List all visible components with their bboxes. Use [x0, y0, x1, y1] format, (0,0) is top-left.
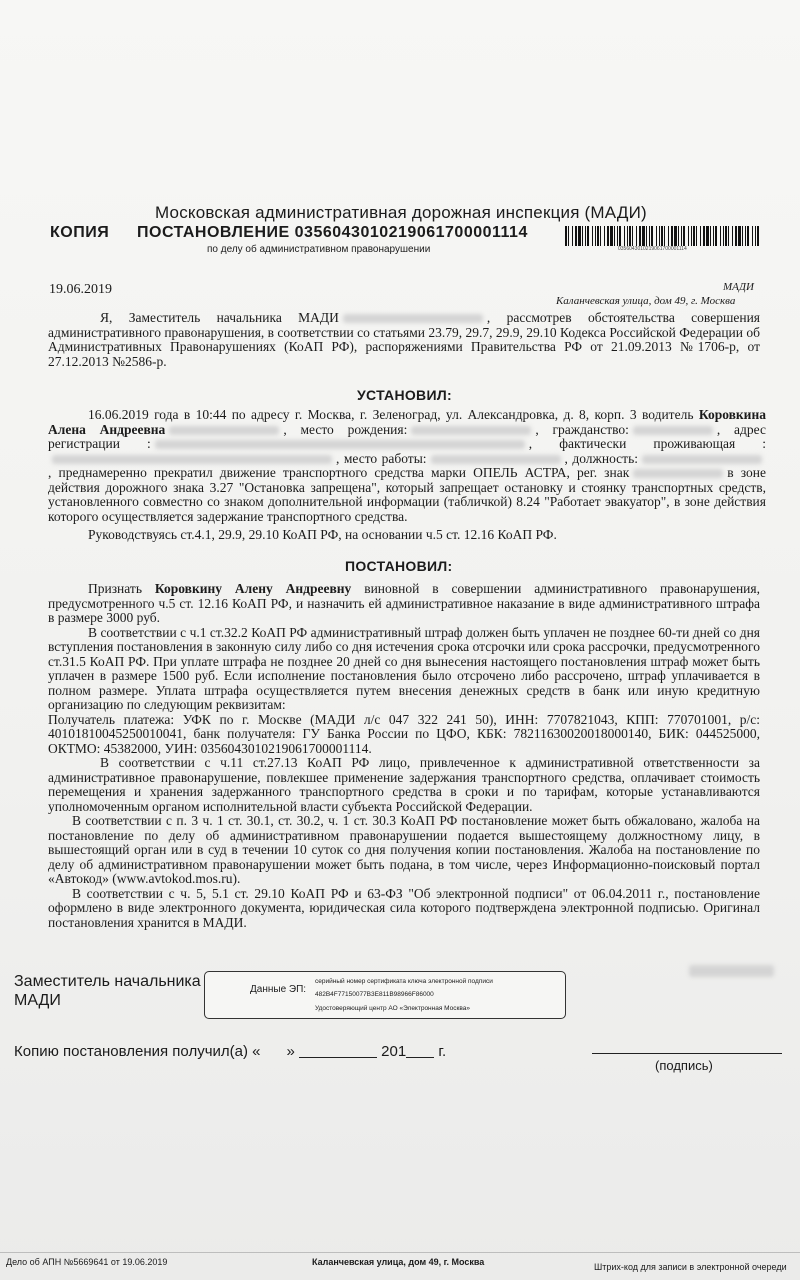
- barcode-bar: [700, 226, 701, 246]
- redacted-plate: [633, 469, 723, 478]
- decision-p6: В соответствии с ч. 5, 5.1 ст. 29.10 КоАП РФ и 63-ФЗ "Об электронной подписи" от 06.04.2011 г., постановление оформлено в виде электронного документа, юридическая сила которого подтверждена электронной подписью. Оригинал постановления хранится в МАДИ.: [48, 885, 760, 930]
- barcode-bar: [710, 226, 711, 246]
- barcode-bar: [693, 226, 695, 246]
- barcode-bar: [624, 226, 625, 246]
- guided-paragraph: Руководствуясь ст.4.1, 29.9, 29.10 КоАП РФ, на основании ч.5 ст. 12.16 КоАП РФ.: [88, 527, 557, 542]
- issuing-org-address: Каланчевская улица, дом 49, г. Москва: [556, 295, 736, 307]
- barcode-bar: [578, 226, 581, 246]
- found-text-4: , адрес регистрации :: [48, 421, 766, 451]
- certificate-serial: 482B4F77150077B3E811B98966F86000: [315, 991, 434, 998]
- barcode-bar: [720, 226, 721, 246]
- barcode-bar: [725, 226, 727, 246]
- barcode-bar: [661, 226, 663, 246]
- document-date: 19.06.2019: [49, 282, 112, 297]
- redacted-field: [431, 455, 561, 464]
- decision-heading: ПОСТАНОВИЛ:: [345, 558, 453, 574]
- certificate-caption: серийный номер сертификата ключа электронной подписи: [315, 978, 493, 985]
- resolution-title: ПОСТАНОВЛЕНИЕ 0356043010219061700001114: [137, 224, 528, 241]
- barcode-bar: [629, 226, 631, 246]
- redacted-signatory-name: [689, 965, 774, 977]
- found-text-9: в зоне действия дорожного знака 3.27 "Остановка запрещена", который запрещает остановку и стоянку транспортных средств, установленного совместно со знаком дополнительной информации (табличкой) 8.24 "Работает эвакуатор", в зоне действия которого осуществляется задержание транспортного средства.: [48, 465, 766, 524]
- resolution-subtitle: по делу об административном правонарушении: [207, 244, 431, 255]
- issuing-org: МАДИ: [723, 281, 754, 293]
- barcode-bar: [696, 226, 697, 246]
- barcode-bar: [688, 226, 689, 246]
- redacted-name: [343, 314, 483, 323]
- barcode-bar: [723, 226, 724, 246]
- barcode-bar: [565, 226, 567, 246]
- barcode-bar: [745, 226, 746, 246]
- barcode-bar: [668, 226, 669, 246]
- found-text-2: , место рождения:: [283, 421, 408, 437]
- barcode-number: 0356043010219061700001114: [618, 246, 687, 252]
- barcode-bar: [595, 226, 596, 246]
- barcode-bar: [747, 226, 749, 246]
- barcode-bar: [642, 226, 645, 246]
- barcode-bar: [755, 226, 756, 246]
- barcode-bar: [674, 226, 677, 246]
- receipt-quote-close: »: [286, 1043, 295, 1060]
- found-text-1: 16.06.2019 года в 10:44 по адресу г. Москва, г. Зеленоград, ул. Александровка, д. 8, корп. 3 водитель: [88, 407, 699, 422]
- barcode-bar: [617, 226, 618, 246]
- barcode-bar: [582, 226, 583, 246]
- barcode-bar: [568, 226, 569, 246]
- payment-details: Получатель платежа: УФК по г. Москве (МАДИ л/с 047 322 241 50), ИНН: 7707821043, КПП: 770701001, р/с: 40101810045250010041, банк получателя: ГУ Банка России по ЦФО, КБК: 78211630020018000140, БИК: 044525000, ОКТМО: 45382000, УИН: 0356043010219061700001114.: [48, 711, 760, 756]
- barcode-bar: [575, 226, 577, 246]
- barcode-bar: [691, 226, 692, 246]
- barcode-bar: [587, 226, 589, 246]
- barcode-bar: [607, 226, 609, 246]
- copy-label: КОПИЯ: [50, 224, 110, 241]
- intro-paragraph: [48, 311, 760, 369]
- barcode-bar: [715, 226, 717, 246]
- barcode-bar: [738, 226, 741, 246]
- redacted-field: [169, 426, 279, 435]
- barcode-bar: [732, 226, 733, 246]
- footer-address: Каланчевская улица, дом 49, г. Москва: [312, 1257, 485, 1267]
- barcode-bar: [664, 226, 665, 246]
- certificate-authority: Удостоверяющий центр АО «Электронная Москва»: [315, 1005, 470, 1012]
- barcode-bar: [683, 226, 685, 246]
- barcode-bar: [742, 226, 743, 246]
- barcode-bar: [632, 226, 633, 246]
- agency-name: Московская административная дорожная инспекция (МАДИ): [155, 203, 647, 222]
- intro-text-2: , рассмотрев обстоятельства совершения административного правонарушения, в соответствии со статьями 23.79, 29.7, 29.9, 29.10 Кодекса Российской Федерации об Административных Правонарушениях (КоАП РФ), распоряжениями Правительства РФ от 21.09.2013 №1706-р, от 27.12.2013 №2586-р.: [48, 310, 761, 369]
- decision-block: [48, 582, 760, 930]
- decision-p1: [48, 582, 760, 626]
- found-text-6: , место работы:: [336, 450, 427, 466]
- barcode-bar: [604, 226, 605, 246]
- found-paragraph: [48, 408, 766, 524]
- barcode-bar: [678, 226, 679, 246]
- receipt-year-suffix: г.: [438, 1043, 447, 1060]
- guilty-name: Коровкину Алену Андреевну: [154, 581, 352, 596]
- barcode-bar: [649, 226, 650, 246]
- barcode-bar: [703, 226, 705, 246]
- barcode-bar: [614, 226, 615, 246]
- barcode-bar: [656, 226, 657, 246]
- found-text-7: , должность:: [564, 450, 638, 466]
- found-heading: УСТАНОВИЛ:: [357, 387, 452, 403]
- redacted-field: [642, 455, 762, 464]
- footer-barcode-caption: Штрих-код для записи в электронной очереди: [594, 1262, 787, 1272]
- barcode-bar: [728, 226, 729, 246]
- barcode-bar: [659, 226, 660, 246]
- barcode-bar: [639, 226, 641, 246]
- barcode-bar: [627, 226, 628, 246]
- redacted-field: [633, 426, 713, 435]
- barcode-bar: [713, 226, 714, 246]
- e-signature-label: Данные ЭП:: [250, 984, 307, 995]
- signature-caption: (подпись): [655, 1058, 713, 1073]
- barcode-bar: [636, 226, 637, 246]
- redacted-field: [411, 426, 531, 435]
- barcode-bar: [752, 226, 753, 246]
- barcode-bar: [646, 226, 647, 246]
- driver-name: Коровкина Алена Андреевна: [48, 407, 766, 437]
- decision-p1-c: виновной в совершении административного правонарушения, предусмотренного ч.5 ст. 12.16 КоАП РФ, и назначить ей административное наказание в виде административного штрафа в размере 3000 руб.: [48, 581, 760, 625]
- footer-case-number: Дело об АПН №5669641 от 19.06.2019: [6, 1257, 168, 1267]
- barcode-bar: [619, 226, 621, 246]
- receipt-year: 201: [381, 1043, 407, 1060]
- barcode-bar: [600, 226, 601, 246]
- decision-p2: В соответствии с ч.1 ст.32.2 КоАП РФ административный штраф должен быть уплачен не позднее 60-ти дней со дня вступления постановления в законную силу либо со дня истечения срока отсрочки или срока рассрочки, предусмотренного ст.31.5 КоАП РФ. При уплате штрафа не позднее 20 дней со дня вынесения настоящего постановления штраф может быть уплачен в размере 1500 руб. Если исполнение постановления было отсрочено либо рассрочено, штраф уплачивается в полном размере. Уплата штрафа осуществляется путем внесения денежных средств в банк или иную кредитную организацию по следующим реквизитам:: [48, 624, 760, 712]
- barcode-bar: [597, 226, 599, 246]
- barcode-bar: [651, 226, 653, 246]
- redacted-field: [52, 455, 332, 464]
- receipt-line: [14, 1043, 446, 1060]
- redacted-field: [155, 440, 525, 449]
- decision-p4: В соответствии с ч.11 ст.27.13 КоАП РФ лицо, привлеченное к административной ответственности за административное правонарушение, повлекшее применение задержания транспортного средства, оплачивает стоимость перемещения и хранения задержанного транспортного средства в сроки и по тарифам, которые устанавливаются уполномоченным органом исполнительной власти субъекта Российской Федерации.: [48, 755, 760, 814]
- barcode-bar: [681, 226, 682, 246]
- barcode-bar: [572, 226, 573, 246]
- signatory-title: Заместитель начальника МАДИ: [14, 973, 201, 1009]
- barcode-bar: [706, 226, 709, 246]
- decision-p1-a: Признать: [88, 581, 155, 596]
- barcode-bar: [610, 226, 613, 246]
- receipt-label: Копию постановления получил(а) «: [14, 1043, 261, 1060]
- barcode-bar: [671, 226, 673, 246]
- footer-divider: [0, 1252, 800, 1253]
- barcode-bar: [585, 226, 586, 246]
- decision-p5: В соответствии с п. 3 ч. 1 ст. 30.1, ст. 30.2, ч. 1 ст. 30.3 КоАП РФ постановление может быть обжаловано, жалоба на постановление по делу об административном правонарушении подается вышестоящему должностному лицу, в вышестоящий орган или в суд в течении 10 суток со дня получения копии постановления. Жалоба на постановление по делу об административном правонарушении может быть подана, в том числе, через Информационно-поисковый портал «Автокод» (www.avtokod.mos.ru).: [48, 813, 760, 886]
- intro-text-1: Я, Заместитель начальника МАДИ: [100, 310, 339, 325]
- signature-line: [592, 1053, 782, 1054]
- barcode-bar: [735, 226, 737, 246]
- found-text-3: , гражданство:: [535, 421, 629, 437]
- barcode-bar: [757, 226, 759, 246]
- receipt-month-blank: [299, 1057, 377, 1058]
- found-text-5: , фактически проживающая :: [528, 436, 766, 451]
- receipt-year-blank: [406, 1057, 434, 1058]
- barcode-bar: [592, 226, 593, 246]
- barcode-icon: [565, 226, 760, 246]
- found-text-8: , преднамеренно прекратил движение транспортного средства марки ОПЕЛЬ АСТРА, рег. знак: [48, 465, 630, 480]
